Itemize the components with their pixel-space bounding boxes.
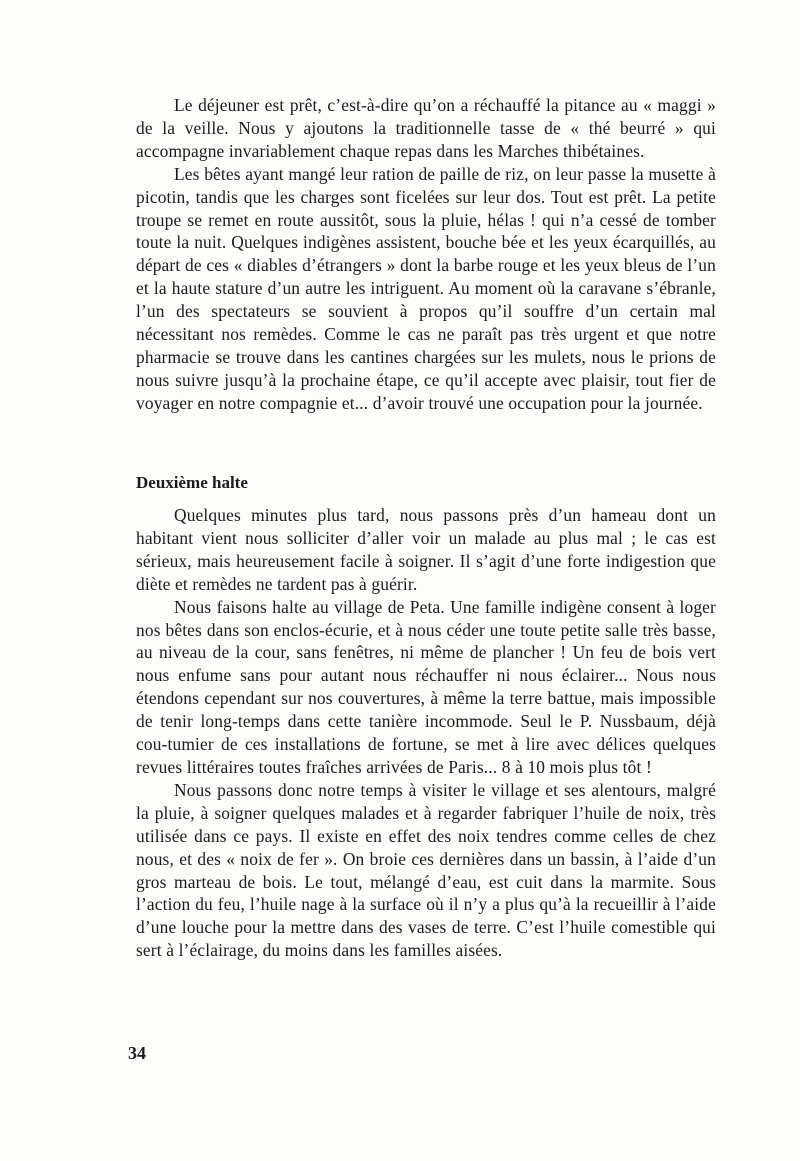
section-deuxieme-halte xyxy=(136,504,716,962)
section-before-heading xyxy=(136,94,716,415)
page-number: 34 xyxy=(128,1043,146,1063)
paragraph: Nous faisons halte au village de Peta. Une famille indigène consent à loger nos bêtes dans son enclos-écurie, et à nous céder une toute petite salle très basse, au niveau de la cour, sans fenêtres, ni même de plancher ! Un feu de bois vert nous enfume sans pour autant nous réchauffer ni nous éclairer... Nous nous étendons cependant sur nos couvertures, à même la terre battue, mais impossible de tenir long-temps dans cette tanière incommode. Seul le P. Nussbaum, déjà cou-tumier de ces installations de fortune, se met à lire avec délices quelques revues littéraires toutes fraîches arrivées de Paris... 8 à 10 mois plus tôt ! xyxy=(136,596,716,777)
paragraph: Quelques minutes plus tard, nous passons près d’un hameau dont un habitant vient nous solliciter d’aller voir un malade au plus mal ; le cas est sérieux, mais heureusement facile à soigner. Il s’agit d’une forte indigestion que diète et remèdes ne tardent pas à guérir. xyxy=(136,505,716,594)
paragraph: Les bêtes ayant mangé leur ration de paille de riz, on leur passe la musette à picotin, tandis que les charges sont ficelées sur leur dos. Tout est prêt. La petite troupe se remet en route aussitôt, sous la pluie, hélas ! qui n’a cessé de tomber toute la nuit. Quelques indigènes assistent, bouche bée et les yeux écarquillés, au départ de ces « diables d’étrangers » dont la barbe rouge et les yeux bleus de l’un et la haute stature d’un autre les intriguent. Au moment où la caravane s’ébranle, l’un des spectateurs se souvient à propos qu’il souffre d’un certain mal nécessitant nos remèdes. Comme le cas ne paraît pas très urgent et que notre pharmacie se trouve dans les cantines chargées sur les mulets, nous le prions de nous suivre jusqu’à la prochaine étape, ce qu’il accepte avec plaisir, tout fier de voyager en notre compagnie et... d’avoir trouvé une occupation pour la journée. xyxy=(136,163,716,413)
paragraph: Le déjeuner est prêt, c’est-à-dire qu’on a réchauffé la pitance au « maggi » de la veille. Nous y ajoutons la traditionnelle tasse de « thé beurré » qui accompagne invariablement chaque repas dans les Marches thibétaines. xyxy=(136,95,716,161)
paragraph: Nous passons donc notre temps à visiter le village et ses alentours, malgré la pluie, à soigner quelques malades et à regarder fabriquer l’huile de noix, très utilisée dans ce pays. Il existe en effet des noix tendres comme celles de chez nous, et des « noix de fer ». On broie ces dernières dans un bassin, à l’aide d’un gros marteau de bois. Le tout, mélangé d’eau, est cuit dans la marmite. Sous l’action du feu, l’huile nage à la surface où il n’y a plus qu’à la recueillir à l’aide d’une louche pour la mettre dans des vases de terre. C’est l’huile comestible qui sert à l’éclairage, du moins dans les familles aisées. xyxy=(136,779,716,961)
section-heading: Deuxième halte xyxy=(136,473,248,492)
